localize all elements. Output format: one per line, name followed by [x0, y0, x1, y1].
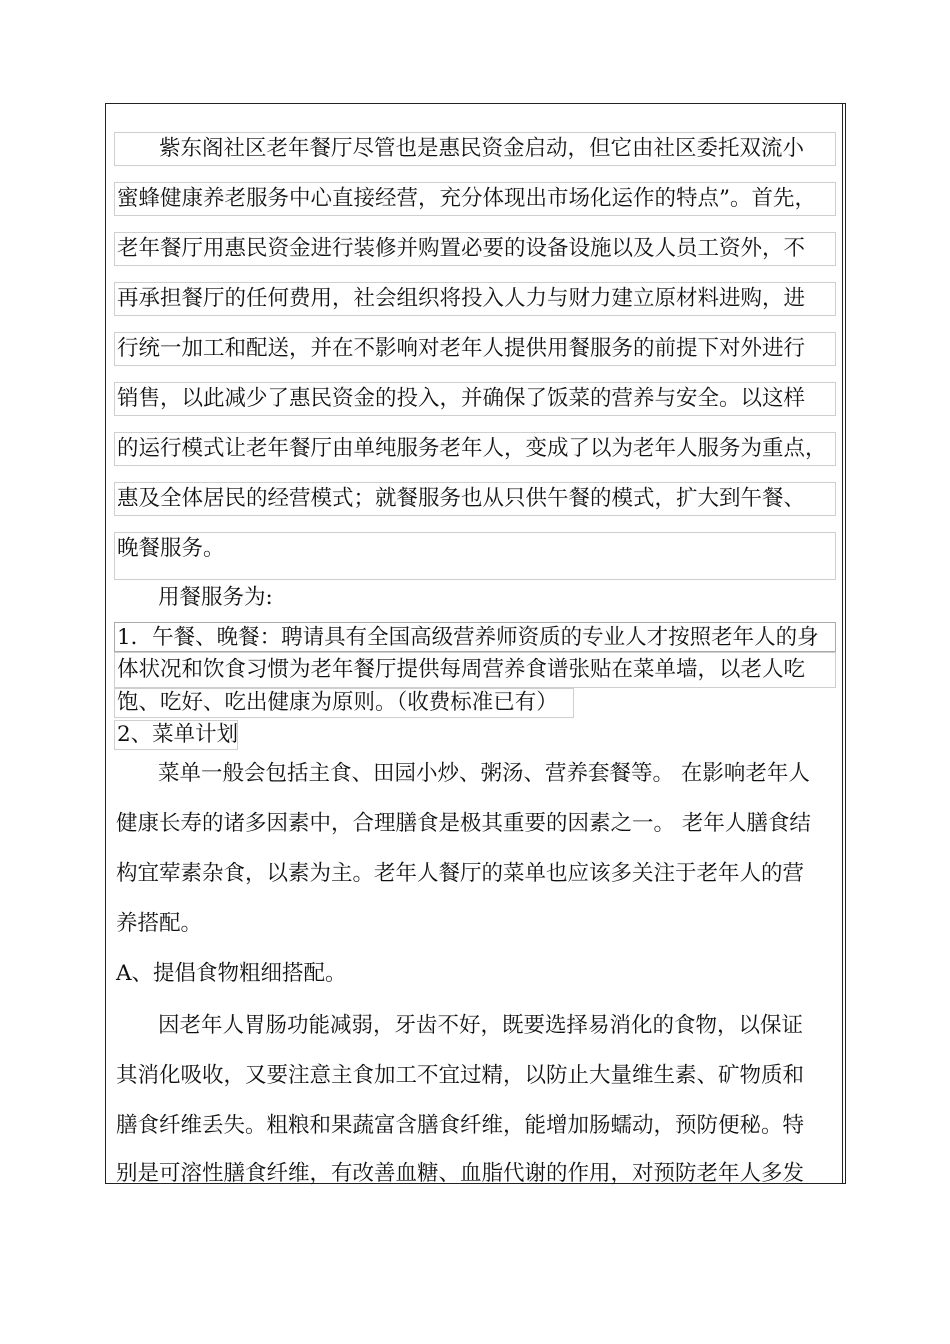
section-heading: 用餐服务为: — [158, 585, 273, 610]
text-line: 别是可溶性膳食纤维，有改善血糖、血脂代谢的作用，对预防老年人多发 — [116, 1161, 805, 1186]
text-line: 惠及全体居民的经营模式；就餐服务也从只供午餐的模式，扩大到午餐、 — [114, 482, 836, 516]
list-item-line: 1．午餐、晚餐：聘请具有全国高级营养师资质的专业人才按照老年人的身 — [114, 622, 836, 652]
section-heading: A、提倡食物粗细搭配。 — [116, 961, 347, 986]
text-line: 其消化吸收，又要注意主食加工不宜过精，以防止大量维生素、矿物质和 — [116, 1063, 805, 1088]
text-line: 构宜荤素杂食，以素为主。老年人餐厅的菜单也应该多关注于老年人的营 — [116, 861, 805, 886]
text-line: 紫东阁社区老年餐厅尽管也是惠民资金启动，但它由社区委托双流小 — [114, 132, 836, 166]
text-line: 菜单一般会包括主食、田园小炒、粥汤、营养套餐等。 在影响老年人 — [158, 761, 810, 786]
text-line: 销售，以此减少了惠民资金的投入，并确保了饭菜的营养与安全。以这样 — [114, 382, 836, 416]
text-line: 健康长寿的诸多因素中，合理膳食是极其重要的因素之一。 老年人膳食结 — [116, 811, 811, 836]
text-line: 晚餐服务。 — [114, 532, 836, 580]
text-line: 再承担餐厅的任何费用，社会组织将投入人力与财力建立原材料进购，进 — [114, 282, 836, 316]
text-line: 行统一加工和配送，并在不影响对老年人提供用餐服务的前提下对外进行 — [114, 332, 836, 366]
text-line: 膳食纤维丢失。粗粮和果蔬富含膳食纤维，能增加肠蠕动，预防便秘。特 — [116, 1113, 805, 1138]
list-item-line: 体状况和饮食习惯为老年餐厅提供每周营养食谱张贴在菜单墙，以老人吃 — [114, 652, 836, 688]
text-line: 蜜蜂健康养老服务中心直接经营，充分体现出市场化运作的特点”。首先， — [114, 182, 836, 216]
list-item-line: 饱、吃好、吃出健康为原则。（收费标准已有） — [114, 688, 574, 718]
list-item-title: 2、菜单计划 — [114, 720, 238, 750]
text-line: 老年餐厅用惠民资金进行装修并购置必要的设备设施以及人员工资外，不 — [114, 232, 836, 266]
text-line: 因老年人胃肠功能减弱，牙齿不好，既要选择易消化的食物，以保证 — [158, 1013, 804, 1038]
text-line: 的运行模式让老年餐厅由单纯服务老年人，变成了以为老年人服务为重点， — [114, 432, 836, 466]
text-line: 养搭配。 — [116, 911, 203, 936]
